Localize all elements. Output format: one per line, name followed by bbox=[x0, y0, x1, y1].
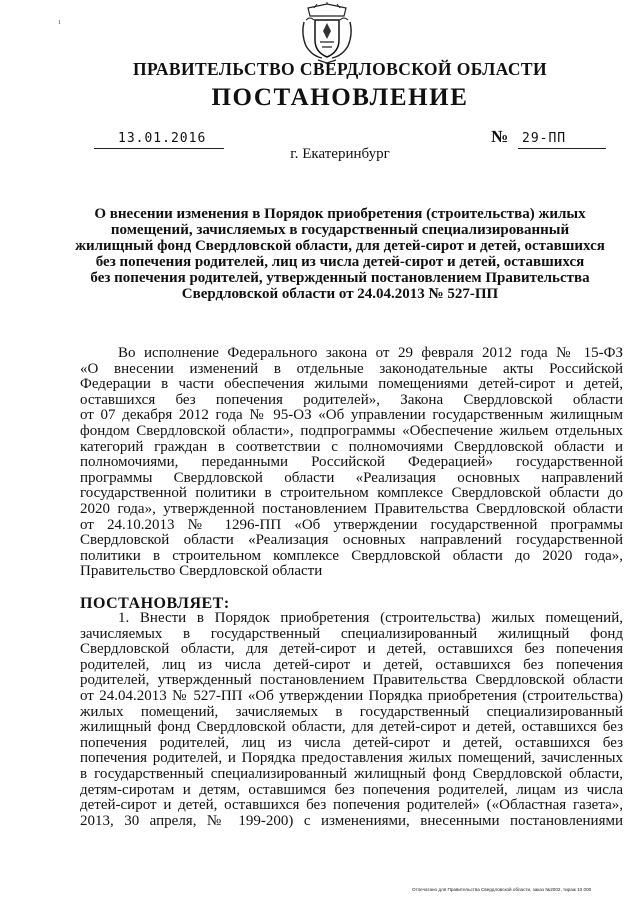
stray-mark: 1 bbox=[58, 20, 61, 26]
title-line: О внесении изменения в Порядок приобретения (строительства) жилых bbox=[94, 206, 586, 222]
text-line: родителей, утвержденный постановлением Правительства Свердловской области bbox=[80, 672, 623, 689]
text-line: жилых помещений, зачисляемых в государственный специализированный bbox=[80, 703, 623, 720]
title-line: Свердловской области от 24.04.2013 № 527-ПП bbox=[181, 286, 499, 302]
text-line: от 24.10.2013 № 1296-ПП «Об утверждении государственной программы bbox=[80, 516, 623, 533]
document-title bbox=[60, 206, 620, 302]
item-1-paragraph bbox=[80, 611, 623, 829]
text-line: детям-сиротам и детям, оставшимся без попечения родителей, лицам из числа bbox=[80, 781, 623, 798]
text-line: фондом Свердловской области», подпрограммы «Обеспечение жильем отдельных bbox=[80, 422, 623, 439]
government-name: ПРАВИТЕЛЬСТВО СВЕРДЛОВСКОЙ ОБЛАСТИ bbox=[133, 59, 547, 79]
text-line: жилищный фонд Свердловской области, для детей-сирот и детей, оставшихся без bbox=[80, 719, 623, 736]
text-line: родителей, лиц из числа детей-сирот и детей, оставшихся без попечения bbox=[80, 656, 623, 673]
title-line: без попечения родителей, утвержденный постановлением Правительства bbox=[90, 270, 590, 286]
text-line: в государственный специализированный жилищный фонд Свердловской области, bbox=[80, 765, 623, 782]
text-line: полномочиями, переданными Российской Федерацией» государственной bbox=[80, 454, 623, 471]
text-line: от 07 декабря 2012 года № 95-ОЗ «Об управлении государственным жилищным bbox=[80, 407, 623, 424]
text-line: 2020 года», утвержденной постановлением Правительства Свердловской области bbox=[80, 500, 623, 517]
text-line: Свердловской области, для детей-сирот и детей, оставшихся без попечения bbox=[80, 641, 623, 658]
text-line: «О внесении изменений в отдельные законодательные акты Российской bbox=[80, 360, 623, 377]
preamble-paragraph bbox=[80, 346, 623, 580]
text-line: от 24.04.2013 № 527-ПП «Об утверждении Порядка приобретения (строительства) bbox=[80, 687, 623, 704]
title-line: без попечения родителей, лиц из числа детей-сирот и детей, оставшихся bbox=[95, 254, 585, 270]
text-line: 2013, 30 апреля, № 199-200) с изменениями, внесенными постановлениями bbox=[80, 812, 623, 829]
text-line: государственной политики в строительном комплексе Свердловской области до bbox=[80, 485, 623, 502]
coat-of-arms-icon bbox=[300, 2, 354, 64]
text-line: оставшихся без попечения родителей», Закона Свердловской области bbox=[80, 391, 623, 408]
title-line: жилищный фонд Свердловской области, для детей-сирот и детей, оставшихся bbox=[75, 238, 605, 254]
text-line: 1. Внести в Порядок приобретения (строительства) жилых помещений, bbox=[118, 610, 623, 626]
text-line: попечения родителей, и Порядка предоставления жилых помещений, зачисленных bbox=[80, 750, 623, 767]
text-line: Правительство Свердловской области bbox=[80, 563, 323, 580]
document-date: 13.01.2016 bbox=[118, 131, 207, 146]
text-line: Во исполнение Федерального закона от 29 февраля 2012 года № 15-ФЗ bbox=[118, 345, 623, 361]
resolves-heading: ПОСТАНОВЛЯЕТ: bbox=[80, 595, 230, 612]
number-sign: № bbox=[491, 127, 509, 146]
city: г. Екатеринбург bbox=[290, 146, 390, 162]
text-line: Федерации в части обеспечения жилыми помещениями детей-сирот и детей, bbox=[80, 376, 623, 393]
title-line: помещений, зачисляемых в государственный специализированный bbox=[110, 222, 570, 238]
text-line: зачисляемых в государственный специализированный жилищный фонд bbox=[80, 625, 623, 642]
text-line: категорий граждан в соответствии с полномочиями Свердловской области и bbox=[80, 438, 623, 455]
text-line: программы Свердловской области «Реализация основных направлений bbox=[80, 469, 623, 486]
document-number: 29-ПП bbox=[522, 131, 567, 146]
print-footer: Отпечатано для Правительства Свердловской области, заказ №2002, тираж 10 000 bbox=[412, 887, 592, 892]
text-line: попечения родителей, лиц из числа детей-сирот и детей, оставшихся без bbox=[80, 734, 623, 751]
document-kind: ПОСТАНОВЛЕНИЕ bbox=[211, 84, 469, 111]
text-line: детей-сирот и детей, оставшихся без попечения родителей» («Областная газета», bbox=[80, 797, 623, 814]
text-line: Свердловской области «Реализация основных направлений государственной bbox=[80, 532, 623, 549]
text-line: политики в строительном комплексе Свердловской области до 2020 года», bbox=[80, 547, 623, 564]
